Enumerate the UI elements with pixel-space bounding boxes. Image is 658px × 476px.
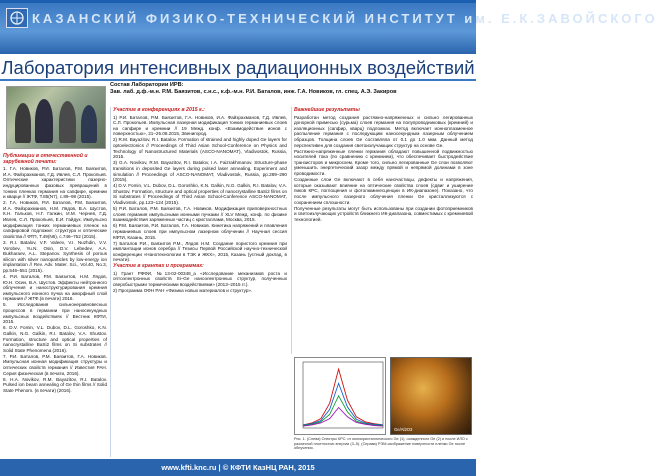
publication-item: 1. Г.А. Новиков, Р.И. Баталов, Р.М. Баязитов, И.А. Файзрахманов, Г.Д. Ивлев, С.Л. Прокопьев. Оптические характеристики лазерно-индуцированных фазовых превращений в тонких пленках германия на сапфире, кремнии и кварце // ЖТФ, Т.85(N7), с.89–98 (2015). xyxy=(3,166,107,200)
grant-item: 1) Грант РФФИ, №13-02-00348_а «Исследование механизмов роста и оптоэлектронных свойств Si–Ge наноэлектронных структур, полученных сверхбыстрыми термическими воздействиями» (2013–2015 гг.). xyxy=(113,270,287,287)
publications-column xyxy=(3,153,107,456)
publication-item: 8. H.A. Novikov, R.M. Bayazitov, R.I. Batalov. Pulsed ion beam annealing of Ge thin films // Solid State Phenom. (в печати) (2016). xyxy=(3,376,107,393)
staff-block xyxy=(110,82,472,104)
staff-photo xyxy=(6,86,106,149)
conference-item: 3) G.A. Novikov, R.M. Bayazitov, R.I. Batalov, I.A. Faizrakhmanov. Structure-phase transitions in deposited Ge layers during pulsed laser annealing. Experiment and simulation // Proceedings of ASCO-NANOMAT, Vladivostok, Russia, pp.289–290 (2015). xyxy=(113,160,287,183)
conference-item: 7) Баталов Р.И., Баязитов Р.М., Лядов Н.М. Создание пористого кремния при имплантации ионов серебра // Тезисы Первой Российской научно-технической конференции «Нанотехнологии в ТЭК и ЖКХ», 2015, Казань (устный доклад, в печати). xyxy=(113,240,287,263)
staff-members: Зав. лаб. д.ф.-м.н. Р.М. Баязитов, с.н.с., к.ф.-м.н. Р.И. Баталов, инж. Г.А. Новиков, гл. спец. А.Э. Закиров xyxy=(110,89,397,95)
conference-item: 4) D.V. Fomin, V.L. Dubov, D.L. Goroshko, K.N. Galkin, N.G. Galkin, R.I. Batalov, V.A. Shustov. Formation, structure and optical properties of nanocrystalline BaSi2 films on Si substrates // Proceedings of Third Asian School-Conference ASCO-NANOMAT, Vladivostok, pp.123–124 (2015). xyxy=(113,183,287,205)
header-banner xyxy=(0,3,658,54)
results-column xyxy=(291,107,473,354)
kfti-logo-icon xyxy=(6,8,28,28)
chart-svg xyxy=(295,358,387,436)
raman-spectra-chart xyxy=(294,357,386,435)
publication-item: 2. Г.А. Новиков, Р.И. Баталов, Р.М. Баязитов, И.А. Файзрахманов, Н.М. Лядов, В.А. Шустов, К.Н. Гальков, Н.Г. Галкин, И.М. Чернев, Г.Д. Ивлев, С.Л. Прокопьев, Е.И. Гайдук. Импульсно модификация тонких германиевых пленок на сапфировой подложке: структура и оптические свойства // ФТП, Т.49(N6), с.746–752 (2015). xyxy=(3,200,107,239)
conference-item: 6) Р.М. Баязитов, Р.И. Баталов, Г.А. Новиков. Кинетика напряжений и плавления германиевых слоев при импульсном лазерном облучении // Научная сессия КФТИ, Казань, 2015. xyxy=(113,223,287,240)
figure-caption: Рис. 1. (Слева) Спектры КРС: от монокристаллического Ge (1), осажденного Ge (2) и после ИЛО с различной плотностью энергии (3–5). (Справа) РЭМ-изображение поверхности пленки Ge после облучения. xyxy=(294,437,468,451)
results-heading: Важнейшие результаты xyxy=(294,107,360,113)
staff-title: Состав Лаборатории ИРВ: xyxy=(110,82,184,88)
conferences-heading: Участие в конференциях в 2015 г.: xyxy=(113,107,205,113)
results-paragraph: Разработан метод создания растяжно-напряженных и сильно легированных донорной примесью (сурьма) слоев германия на полупроводниковых (кремний) и изоляционных (сапфир, кварц) подложках. Метод включает ионноплазменное распыление германия с последующим наносекундным лазерным облучением образцов. Толщина слоев Ge составляла от 0.1 до 1.0 мкм. Данный метод перспективен для создания светоизлучающих структур на основе Ge. xyxy=(294,114,473,148)
conferences-column xyxy=(110,107,287,457)
lab-title: Лаборатория интенсивных радиационных воздействий xyxy=(0,54,476,81)
results-paragraph: Полученные результаты могут быть использованы при создании фотоприемников и светоизлучающих устройств ближнего ИК-диапазона, совместимых с кремниевой технологией. xyxy=(294,205,473,222)
conference-item: 5) Р.И. Баталов, Р.М. Баязитов, Г.А. Новиков. Модификация приповерхностных слоев германия импульсными ионными пучками // XLV Межд. конф. по физике взаимодействия заряженных частиц с кристаллами, Москва, 2015. xyxy=(113,206,287,223)
grant-item: 2) Программа ОФН РАН «Физика новых материалов и структур». xyxy=(113,287,253,293)
publication-item: 4. Р.И. Баталов, Р.М. Баязитов, Н.М. Лядов, Ю.Н. Осин, В.А. Шустов. Эффекты нейтронного облучения и наноструктурирования кремния импульсного ионного пучка на аморфный слой германия // ЖТФ.(в печати) 2016. xyxy=(3,273,107,302)
footer-text[interactable]: www.kfti.knc.ru | © КФТИ КазНЦ РАН, 2015 xyxy=(161,463,315,472)
sem-image-label: Ge/Al2O3 xyxy=(394,427,413,432)
publication-item: 5. Исследования сильнонеравновесных процессов в германии при наносекундных импульсных воздействиях // Вестник КФТИ, 2015. xyxy=(3,302,107,325)
conference-item: 1) Р.И. Баталов, Р.М. Баязитов, Г.А. Новиков, И.А. Файзрахманов, Г.Д. Ивлев, С.Л. Прокопьев. Импульсная лазерная модификация тонких германиевых слоев на сапфире и кремнии // 19 Межд. конф. «Взаимодействие ионов с поверхностью», 21–25.08.2015, Звенигород. xyxy=(113,114,287,137)
institute-name: КАЗАНСКИЙ ФИЗИКО-ТЕХНИЧЕСКИЙ ИНСТИТУТ им. Е.К.ЗАВОЙСКОГО xyxy=(32,11,658,26)
sem-image xyxy=(390,357,472,435)
results-paragraph: Растяжно-напряженные пленки германия обладают повышенной подвижностью носителей тока (по сравнению с кремнием), что обеспечивает быстродействие транзисторов и микросхем. Кроме того, сильно легированные Ge слои позволяют уменьшить энергетический зазор между прямой и непрямой долинами в зоне проводимости. xyxy=(294,148,473,177)
footer-bar xyxy=(0,459,476,476)
results-paragraph: Созданные слои Ge включают в себя наночастицы, дефекты и напряжения, которые оказывают влияние на оптические свойства слоев (сдвиг и уширение пиков КРС, поглощения и фотолюминесценции в ИК-диапазоне). Показано, что после импульсного лазерного облучения пленки Ge кристаллизуются с сохранением сплошности. xyxy=(294,177,473,205)
publication-item: 3. R.I. Batalov, V.F. Valeev, V.I. Nuzhdin, V.V. Vorobev, Yu.N. Osin, D.V. Lebedev, A.A. Bukharaev, A.L. Stepanov. Synthesis of porous silicon with silver nanoparticles by low-energy ion implantation // Rev. Adv. Mater. Sci., Vol.40, No.3, pp.546–551 (2015). xyxy=(3,239,107,273)
conference-item: 2) R.M. Bayazitov, R.I. Batalov. Formation of strained and highly doped Ge layers for optoelectronics // Proceedings of Third Asian School-Conference on Physics and Technology of Nanostructured Materials (ASCO-NANOMAT), Vladivostok, Russia, 2015. xyxy=(113,137,287,160)
chart-series-line-1 xyxy=(303,369,383,425)
grants-heading: Участие в грантах и программах: xyxy=(113,263,204,270)
publications-heading: Публикации в отечественной и зарубежной печати: xyxy=(3,153,88,165)
publication-item: 6. D.V. Fomin, V.L. Dubov, D.L. Goroshko, K.N. Galkin, N.G. Galkin, R.I. Batalov, V.A. Shustov. Formation, structure and optical properties of nanocrystalline BaSi2 films on Si substrates // Solid State Phenomena (2016). xyxy=(3,325,107,353)
publication-item: 7. Р.И. Баталов, Р.М. Баязитов, Г.А. Новиков. Импульсная ионная модификация структуры и оптических свойств германия // Известия РАН. Серия физическая (в печати, 2016). xyxy=(3,353,107,376)
